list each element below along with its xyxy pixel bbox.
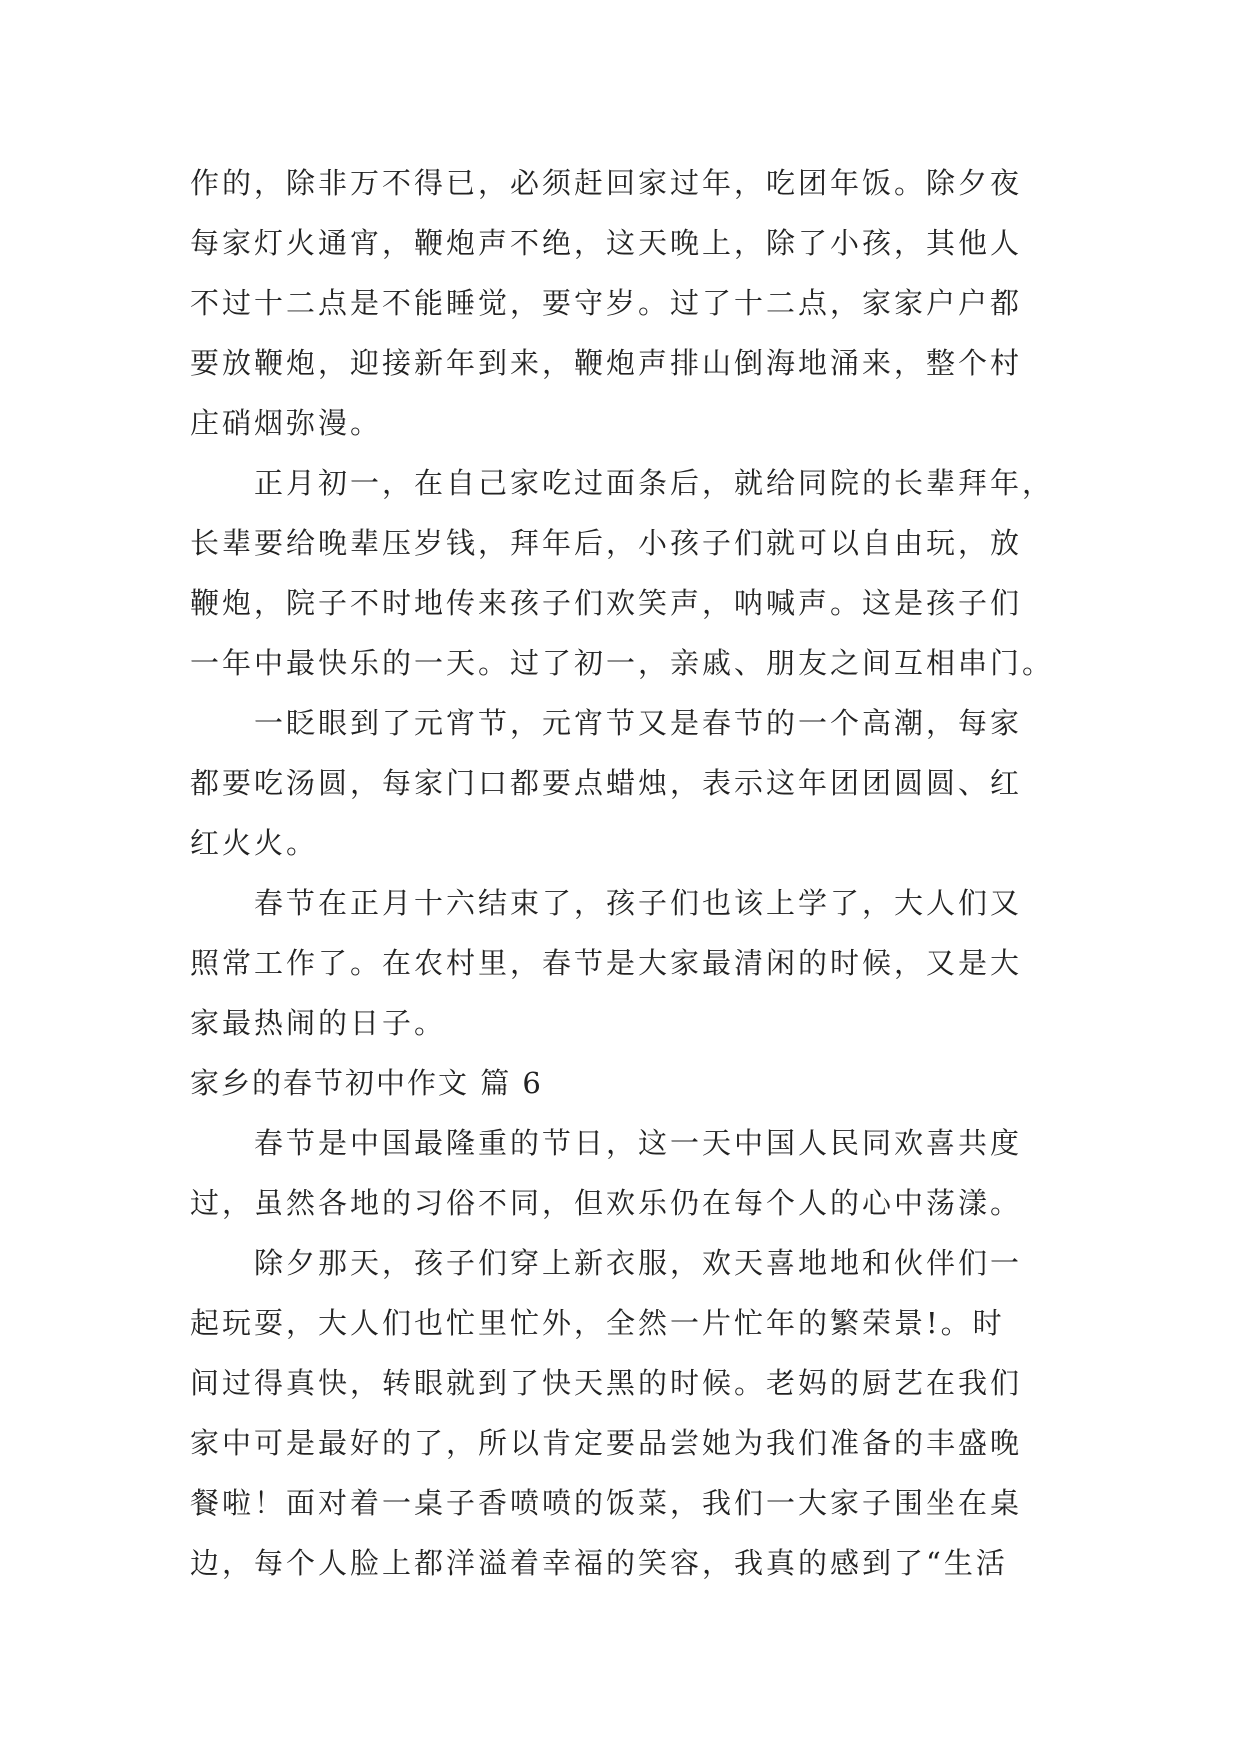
- paragraph-start-line: 一眨眼到了元宵节，元宵节又是春节的一个高潮，每家: [254, 706, 1023, 740]
- text-line: 照常工作了。在农村里，春节是大家最清闲的时候，又是大: [190, 946, 1023, 980]
- text-line: 间过得真快，转眼就到了快天黑的时候。老妈的厨艺在我们: [190, 1366, 1023, 1400]
- paragraph-start-line: 春节是中国最隆重的节日，这一天中国人民同欢喜共度: [254, 1126, 1023, 1160]
- text-line: 作的，除非万不得已，必须赶回家过年，吃团年饭。除夕夜: [190, 166, 1023, 200]
- text-line: 都要吃汤圆，每家门口都要点蜡烛，表示这年团团圆圆、红: [190, 766, 1023, 800]
- text-line: 不过十二点是不能睡觉，要守岁。过了十二点，家家户户都: [190, 286, 1023, 320]
- text-line: 一年中最快乐的一天。过了初一，亲戚、朋友之间互相串门。: [190, 646, 1055, 680]
- text-line: 边，每个人脸上都洋溢着幸福的笑容，我真的感到了“生活: [190, 1546, 1008, 1580]
- text-line: 每家灯火通宵，鞭炮声不绝，这天晚上，除了小孩，其他人: [190, 226, 1023, 260]
- paragraph-start-line: 春节在正月十六结束了，孩子们也该上学了，大人们又: [254, 886, 1023, 920]
- section-heading: 家乡的春节初中作文 篇 6: [190, 1066, 543, 1100]
- text-line: 长辈要给晚辈压岁钱，拜年后，小孩子们就可以自由玩，放: [190, 526, 1023, 560]
- text-line: 家最热闹的日子。: [190, 1006, 447, 1040]
- document-body: [190, 153, 1070, 1593]
- text-line: 鞭炮，院子不时地传来孩子们欢笑声，呐喊声。这是孩子们: [190, 586, 1023, 620]
- text-line: 庄硝烟弥漫。: [190, 406, 383, 440]
- text-line: 起玩耍，大人们也忙里忙外，全然一片忙年的繁荣景!。时: [190, 1306, 1005, 1340]
- text-line: 要放鞭炮，迎接新年到来，鞭炮声排山倒海地涌来，整个村: [190, 346, 1023, 380]
- text-line: 餐啦！面对着一桌子香喷喷的饭菜，我们一大家子围坐在桌: [190, 1486, 1023, 1520]
- paragraph-start-line: 除夕那天，孩子们穿上新衣服，欢天喜地地和伙伴们一: [254, 1246, 1023, 1280]
- text-line: 过，虽然各地的习俗不同，但欢乐仍在每个人的心中荡漾。: [190, 1186, 1023, 1220]
- paragraph-start-line: 正月初一，在自己家吃过面条后，就给同院的长辈拜年，: [254, 466, 1055, 500]
- text-line: 家中可是最好的了，所以肯定要品尝她为我们准备的丰盛晚: [190, 1426, 1023, 1460]
- text-line: 红火火。: [190, 826, 319, 860]
